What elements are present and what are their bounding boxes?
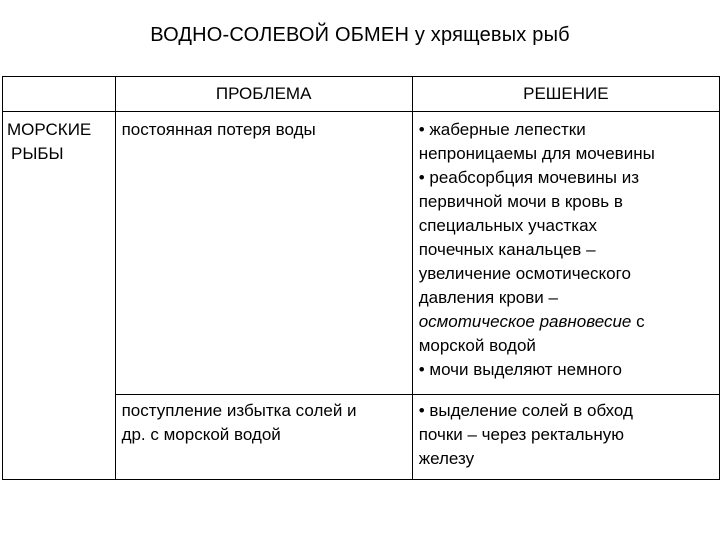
solution-line: почечных канальцев – xyxy=(418,240,596,259)
solution-word: с xyxy=(636,312,645,331)
problem-cell xyxy=(115,395,412,480)
solution-line: • реабсорбция мочевины из xyxy=(418,168,640,187)
solution-line: первичной мочи в кровь в xyxy=(418,192,623,211)
solution-line: морской водой xyxy=(418,336,536,355)
header-problem: ПРОБЛЕМА xyxy=(115,77,412,112)
solution-line: увеличение осмотического xyxy=(418,264,631,283)
solution-line: железу xyxy=(418,449,475,468)
table-row xyxy=(3,112,720,395)
header-solution: РЕШЕНИЕ xyxy=(412,77,719,112)
solution-line: • мочи выделяют немного xyxy=(418,360,622,379)
problem-line: постоянная потеря воды xyxy=(121,120,316,139)
row-label-line: РЫБЫ xyxy=(11,144,64,163)
italic-term: осмотическое равновесие xyxy=(418,312,632,331)
solution-line: специальных участках xyxy=(418,216,598,235)
solution-line: непроницаемы для мочевины xyxy=(418,144,655,163)
problem-line: др. с морской водой xyxy=(121,425,281,444)
problem-line: поступление избытка солей и xyxy=(121,401,357,420)
problem-cell xyxy=(115,112,412,395)
row-label-cell xyxy=(3,112,116,395)
solution-line xyxy=(419,310,713,334)
row-label-cell-empty xyxy=(3,395,116,480)
header-row xyxy=(3,77,720,112)
table-row xyxy=(3,395,720,480)
page-title: ВОДНО-СОЛЕВОЙ ОБМЕН у хрящевых рыб xyxy=(150,24,570,46)
solution-line: почки – через ректальную xyxy=(418,425,625,444)
solution-line: • жаберные лепестки xyxy=(418,120,586,139)
header-empty xyxy=(3,77,116,112)
row-label-line: МОРСКИЕ xyxy=(7,120,92,139)
solution-cell xyxy=(412,112,719,395)
solution-line: • выделение солей в обход xyxy=(418,401,633,420)
solution-cell xyxy=(412,395,719,480)
solution-line: давления крови – xyxy=(418,288,558,307)
comparison-table xyxy=(2,76,720,480)
